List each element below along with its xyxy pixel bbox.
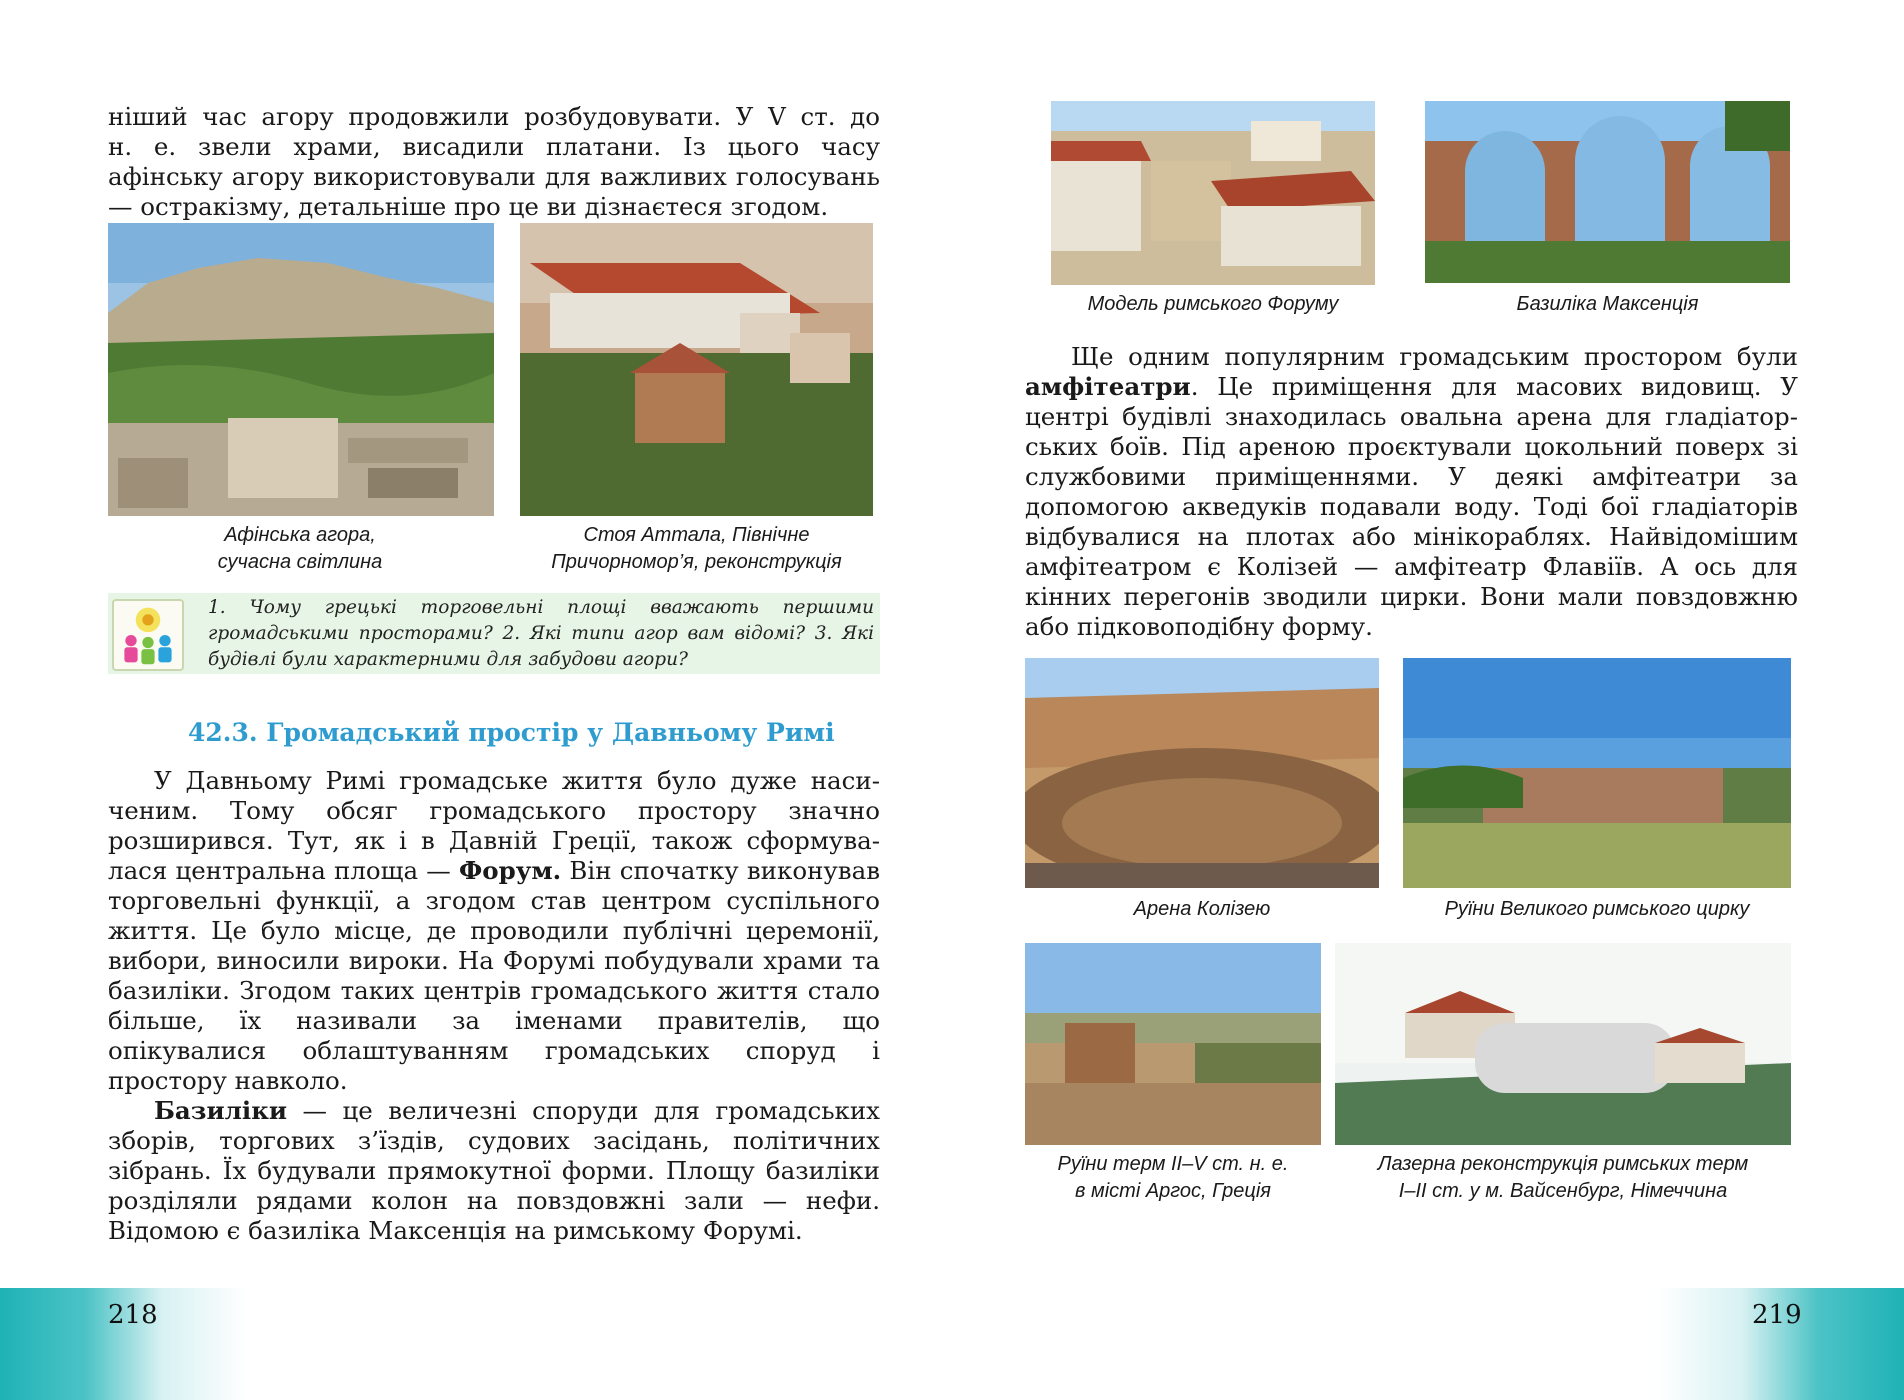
argos-baths-caption: Руїни терм II–V ст. н. е. в місті Аргос, Греція <box>1057 1153 1289 1202</box>
section-heading: 42.3. Громадський простір у Давньому Римі <box>188 718 835 747</box>
page-number-right: 219 <box>1752 1300 1802 1330</box>
circus-caption: Руїни Великого римського цирку <box>1444 898 1750 920</box>
intro-line-1: ніший час агору продовжили розбудовувати. У V ст. до <box>108 102 880 131</box>
stoa-photo <box>520 223 873 516</box>
stoa-caption: Стоя Аттала, Північне Причорномор’я, реконструкція <box>551 524 842 573</box>
forum-paragraph <box>108 766 880 1096</box>
basilica-term: Базиліки <box>154 1096 288 1125</box>
amphitheatre-paragraph-rest: . Це приміщення для масових видовищ. У центрі будівлі знаходилась овальна арена для гладіаторських боїв. Під ареною проєктували цокольний поверх зі службовими приміщеннями. У деякі амфітеатри за допомогою акведуків подавали воду. Тоді бої гладіаторів відбувалися на плотах або мінікораблях. Найвідомішим амфітеатром є Колізей — амфітеатр Флавіїв. А ось для кінних перегонів зводили цирки. Вони мали повздовжню або підковоподібну форму. <box>1025 372 1798 641</box>
circus-photo <box>1403 658 1791 888</box>
amphitheatre-paragraph-start: Ще одним популярним громадським простором були <box>1071 342 1798 371</box>
intro-line-4: — остракізму, детальніше про це ви дізнаєтеся згодом. <box>108 192 829 221</box>
intro-line-2: н. е. звели храми, висадили платани. Із цього часу <box>108 132 880 161</box>
weissenburg-caption: Лазерна реконструкція римських терм I–II ст. у м. Вайсенбург, Німеччина <box>1377 1153 1749 1202</box>
amphitheatre-paragraph <box>1025 342 1798 642</box>
forum-paragraph-rest: Він спочатку виконував торговельні функції, а згодом став центром суспільного життя. Це було місце, де проводили публічні церемонії, вибори, виносили вироки. На Форумі побудували храми та базиліки. Згодом таких центрів громадського життя стало більше, їх називали за іменами правителів, що опікувалися облаштуванням громадських споруд і простору навколо. <box>108 856 881 1095</box>
maxentius-photo <box>1425 101 1790 283</box>
forum-model-caption: Модель римського Форуму <box>1087 293 1339 315</box>
intro-line-3: афінську агору використовували для важливих голосувань <box>108 162 880 191</box>
page-number-left: 218 <box>108 1300 158 1330</box>
group-discussion-icon <box>112 599 184 671</box>
agora-caption: Афінська агора, сучасна світлина <box>217 524 383 573</box>
basilica-paragraph <box>108 1096 880 1246</box>
colosseum-caption: Арена Колізею <box>1133 898 1271 920</box>
agora-photo <box>108 223 494 516</box>
weissenburg-photo <box>1335 943 1791 1145</box>
forum-paragraph-start: У Давньому Римі громадське життя було дуже насиченим. Тому обсяг громадського простору значно розширився. Тут, як і в Давній Греції, також сформувалася центральна площа — <box>108 766 880 885</box>
forum-model-photo <box>1051 101 1375 285</box>
colosseum-photo <box>1025 658 1379 888</box>
questions-text: 1. Чому грецькі торговельні площі вважають першими громадськими просторами? 2. Які типи агор вам відомі? 3. Які будівлі були характерними для забудови агори? <box>208 597 874 670</box>
questions-box <box>108 593 880 674</box>
basilica-paragraph-rest: — це величезні споруди для громадських зборів, торгових з’їздів, судових засідань, політичних зібрань. Їх будували прямокутної форми. Площу базиліки розділяли рядами колон на повздовжні зали — нефи. Відомою є базиліка Максенція на римському Форумі. <box>108 1096 880 1245</box>
amphitheatre-term: амфітеатри <box>1025 372 1191 401</box>
argos-baths-photo <box>1025 943 1321 1145</box>
maxentius-caption: Базиліка Максенція <box>1516 293 1699 315</box>
forum-term: Форум. <box>458 856 562 885</box>
right-page <box>952 0 1904 1400</box>
